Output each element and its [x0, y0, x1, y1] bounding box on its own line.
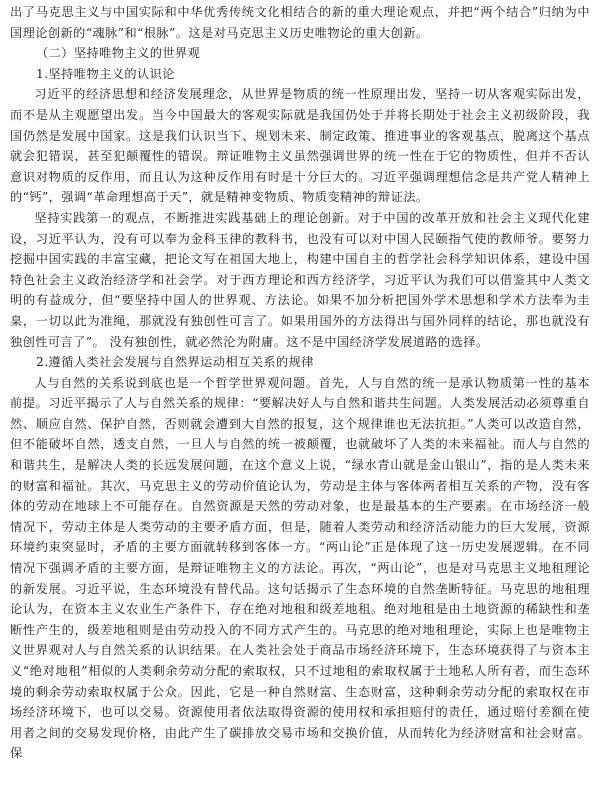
body-paragraph-1: 习近平的经济思想和经济发展理念，从世界是物质的统一性原理出发，坚持一切从客观实际出发，而不是从主观愿望出发。当今中国最大的客观实际就是我国仍处于并将长期处于社会主义初级阶段，我国仍然是发展中国家。这是我们认识当下、规划未来、制定政策、推进事业的客观基点，脱离这个基点就会犯错误，甚至犯颠覆性的错误。辩证唯物主义虽然强调世界的统一性在于它的物质性，但并不否认意识对物质的反作用，而且认为这种反作用有时是十分巨大的。习近平强调理想信念是共产党人精神上的“钙”，强调“革命理想高于天”，就是精神变物质、物质变精神的辩证法。 [10, 87, 590, 205]
body-paragraph-3: 人与自然的关系说到底也是一个哲学世界观问题。首先，人与自然的统一是承认物质第一性的基本前提。习近平揭示了人与自然关系的规律：“要解决好人与自然和谐共生问题。人类发展活动必须尊重自然、顺应自然、保护自然，否则就会遭到大自然的报复，这个规律谁也无法抗拒。”人类可以改造自然，但不能破坏自然，透支自然，一旦人与自然的统一被颠覆，也就破坏了人类的未来福祉。而人与自然的和谐共生，是解决人类的长远发展问题，在这个意义上说，“绿水青山就是金山银山”，指的是人类未来的财富和福祉。其次，马克思主义的劳动价值论认为，劳动是主体与客体两者相互关系的产物，没有客体的劳动在地球上不可能存在。自然资源是天然的劳动对象，也是最基本的生产要素。在市场经济一般情况下，劳动主体是人类劳动的主要矛盾方面，但是，随着人类劳动和经济活动能力的巨大发展，资源环境约束突显时，矛盾的主要方面就转移到客体一方。“两山论”正是体现了这一历史发展逻辑。在不同情况下强调矛盾的主要方面，是辩证唯物主义的方法论。再次，“两山论”，也是对马克思主义地租理论的新发展。习近平说，生态环境没有替代品。这句话揭示了生态环境的自然垄断特征。马克思的地租理论认为，在资本主义农业生产条件下，存在绝对地租和级差地租。绝对地租是由土地资源的稀缺性和垄断性产生的，级差地租则是由劳动投入的不同方式产生的。马克思的绝对地租理论，实际上也是唯物主义世界观对人与自然关系的认识结果。在人类社会处于商品市场经济环境下，生态环境获得了与资本主义“绝对地租”相似的人类剩余劳动分配的索取权，只不过地租的索取权属于土地私人所有者，而生态环境的剩余劳动索取权属于公众。因此，它是一种自然财富、生态财富，这种剩余劳动分配的索取权在市场经济环境下，也可以交易。资源使用者依法取得资源的使用权和承担赔付的责任，通过赔付差额在使用者之间的交易发现价格，由此产生了碳排放交易市场和交换价值，从而转化为经济财富和社会财富。保 [10, 375, 590, 761]
body-paragraph-2: 坚持实践第一的观点，不断推进实践基础上的理论创新。对于中国的改革开放和社会主义现代化建设，习近平认为，没有可以奉为金科玉律的教科书，也没有可以对中国人民颐指气使的教师爷。要努力挖掘中国实践的丰富宝藏，把论文写在祖国大地上，构建中国自主的哲学社会科学知识体系，建设中国特色社会主义政治经济学和社会学。对于西方理论和西方经济学，习近平认为我们可以借鉴其中人类文明的有益成分，但“要坚持中国人的世界观、方法论。如果不加分析把国外学术思想和学术方法奉为圭臬，一切以此为准绳，那就没有独创性可言了。如果用国外的方法得出与国外同样的结论，那也就没有独创性可言了”。 没有独创性，就必然沦为附庸。这不是中国经济学发展道路的选择。 [10, 210, 590, 349]
intro-paragraph: 出了马克思主义与中国实际和中华优秀传统文化相结合的新的重大理论观点，并把“两个结合”归纳为中国理论创新的“魂脉”和“根脉”。这是对马克思主义历史唯物论的重大创新。 [10, 5, 590, 40]
subsection-heading-2: 2.遵循人类社会发展与自然界运动相互关系的规律 [36, 355, 314, 370]
section-heading: （二）坚持唯物主义的世界观 [36, 46, 201, 61]
subsection-heading-1: 1.坚持唯物主义的认识论 [36, 66, 175, 81]
